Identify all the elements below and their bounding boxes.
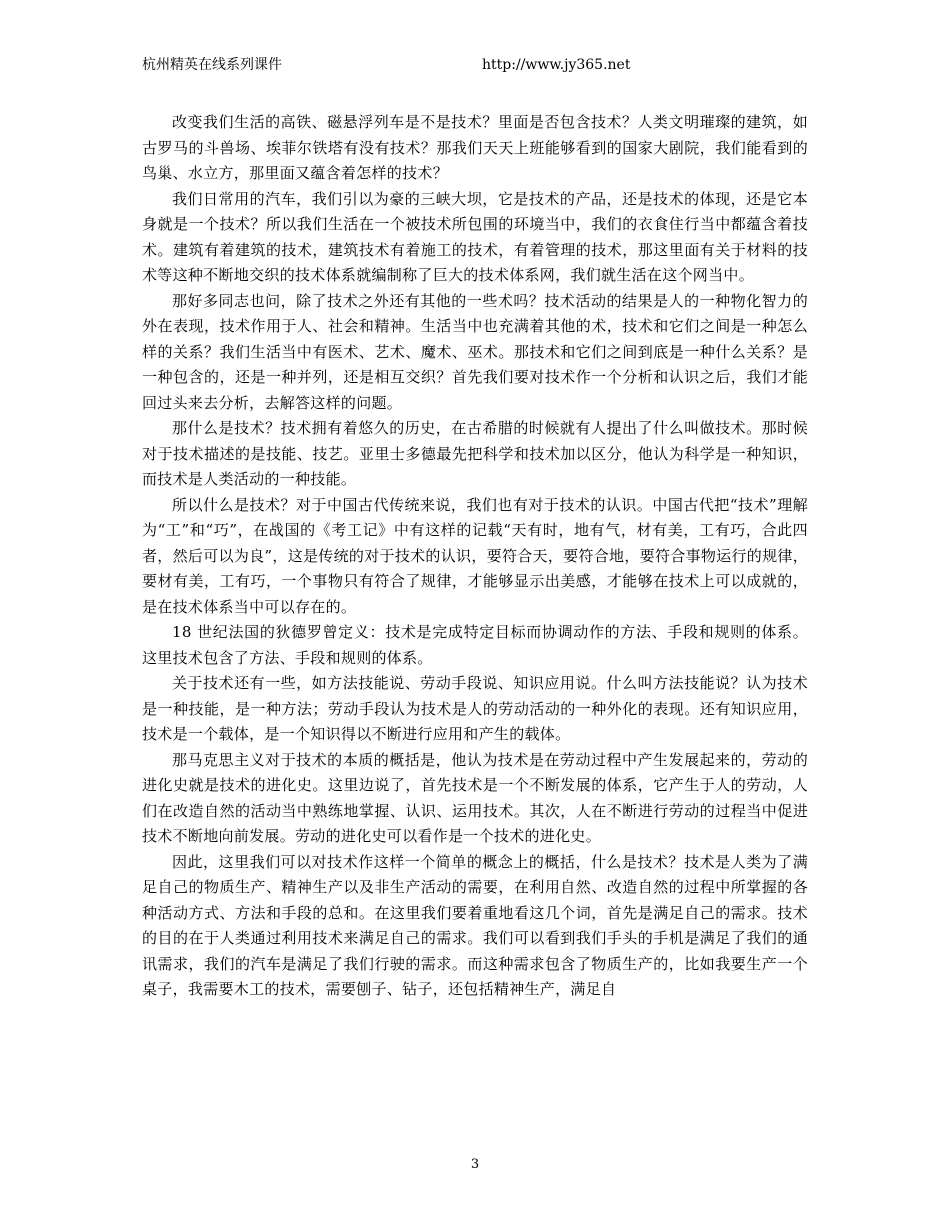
paragraph: 那马克思主义对于技术的本质的概括是，他认为技术是在劳动过程中产生发展起来的，劳动的进化史就是技术的进化史。这里边说了，首先技术是一个不断发展的体系，它产生于人的劳动，人们在改造自然的活动当中熟练地掌握、认识、运用技术。其次，人在不断进行劳动的过程当中促进技术不断地向前发展。劳动的进化史可以看作是一个技术的进化史。: [142, 750, 808, 845]
header-url: http://www.jy365.net: [482, 57, 631, 73]
page-header: [142, 54, 808, 76]
paragraph: 所以什么是技术？对于中国古代传统来说，我们也有对于技术的认识。中国古代把“技术”理解为“工”和“巧”，在战国的《考工记》中有这样的记载“天有时，地有气，材有美，工有巧，合此四者，然后可以为良”，这是传统的对于技术的认识，要符合天，要符合地，要符合事物运行的规律，要材有美，工有巧，一个事物只有符合了规律，才能够显示出美感，才能够在技术上可以成就的，是在技术体系当中可以存在的。: [142, 495, 808, 616]
paragraph: 那好多同志也问，除了技术之外还有其他的一些术吗？技术活动的结果是人的一种物化智力的外在表现，技术作用于人、社会和精神。生活当中也充满着其他的术，技术和它们之间是一种怎么样的关系？我们生活当中有医术、艺术、魔术、巫术。那技术和它们之间到底是一种什么关系？是一种包含的，还是一种并列，还是相互交织？首先我们要对技术作一个分析和认识之后，我们才能回过头来去分析，去解答这样的问题。: [142, 291, 808, 412]
paragraph: 我们日常用的汽车，我们引以为豪的三峡大坝，它是技术的产品，还是技术的体现，还是它本身就是一个技术？所以我们生活在一个被技术所包围的环境当中，我们的衣食住行当中都蕴含着技术。建筑有着建筑的技术，建筑技术有着施工的技术，有着管理的技术，那这里面有关于材料的技术等这种不断地交织的技术体系就编制称了巨大的技术体系网，我们就生活在这个网当中。: [142, 189, 808, 284]
paragraph: 18 世纪法国的狄德罗曾定义：技术是完成特定目标而协调动作的方法、手段和规则的体系。这里技术包含了方法、手段和规则的体系。: [142, 623, 808, 667]
paragraph: 那什么是技术？技术拥有着悠久的历史，在古希腊的时候就有人提出了什么叫做技术。那时候对于技术描述的是技能、技艺。亚里士多德最先把科学和技术加以区分，他认为科学是一种知识，而技术是人类活动的一种技能。: [142, 419, 808, 488]
document-body: [142, 110, 808, 1003]
paragraph: 关于技术还有一些，如方法技能说、劳动手段说、知识应用说。什么叫方法技能说？认为技术是一种技能，是一种方法；劳动手段认为技术是人的劳动活动的一种外化的表现。还有知识应用，技术是一个载体，是一个知识得以不断进行应用和产生的载体。: [142, 674, 808, 743]
paragraph: 因此，这里我们可以对技术作这样一个简单的概念上的概括，什么是技术？技术是人类为了满足自己的物质生产、精神生产以及非生产活动的需要，在利用自然、改造自然的过程中所掌握的各种活动方式、方法和手段的总和。在这里我们要着重地看这几个词，首先是满足自己的需求。技术的目的在于人类通过利用技术来满足自己的需求。我们可以看到我们手头的手机是满足了我们的通讯需求，我们的汽车是满足了我们行驶的需求。而这种需求包含了物质生产的，比如我要生产一个桌子，我需要木工的技术，需要刨子、钻子，还包括精神生产，满足自: [142, 852, 808, 998]
paragraph: 改变我们生活的高铁、磁悬浮列车是不是技术？里面是否包含技术？人类文明璀璨的建筑，如古罗马的斗兽场、埃菲尔铁塔有没有技术？那我们天天上班能够看到的国家大剧院，我们能看到的鸟巢、水立方，那里面又蕴含着怎样的技术？: [142, 113, 808, 182]
page-number: 3: [470, 1157, 480, 1172]
header-title: 杭州精英在线系列课件: [142, 57, 282, 73]
